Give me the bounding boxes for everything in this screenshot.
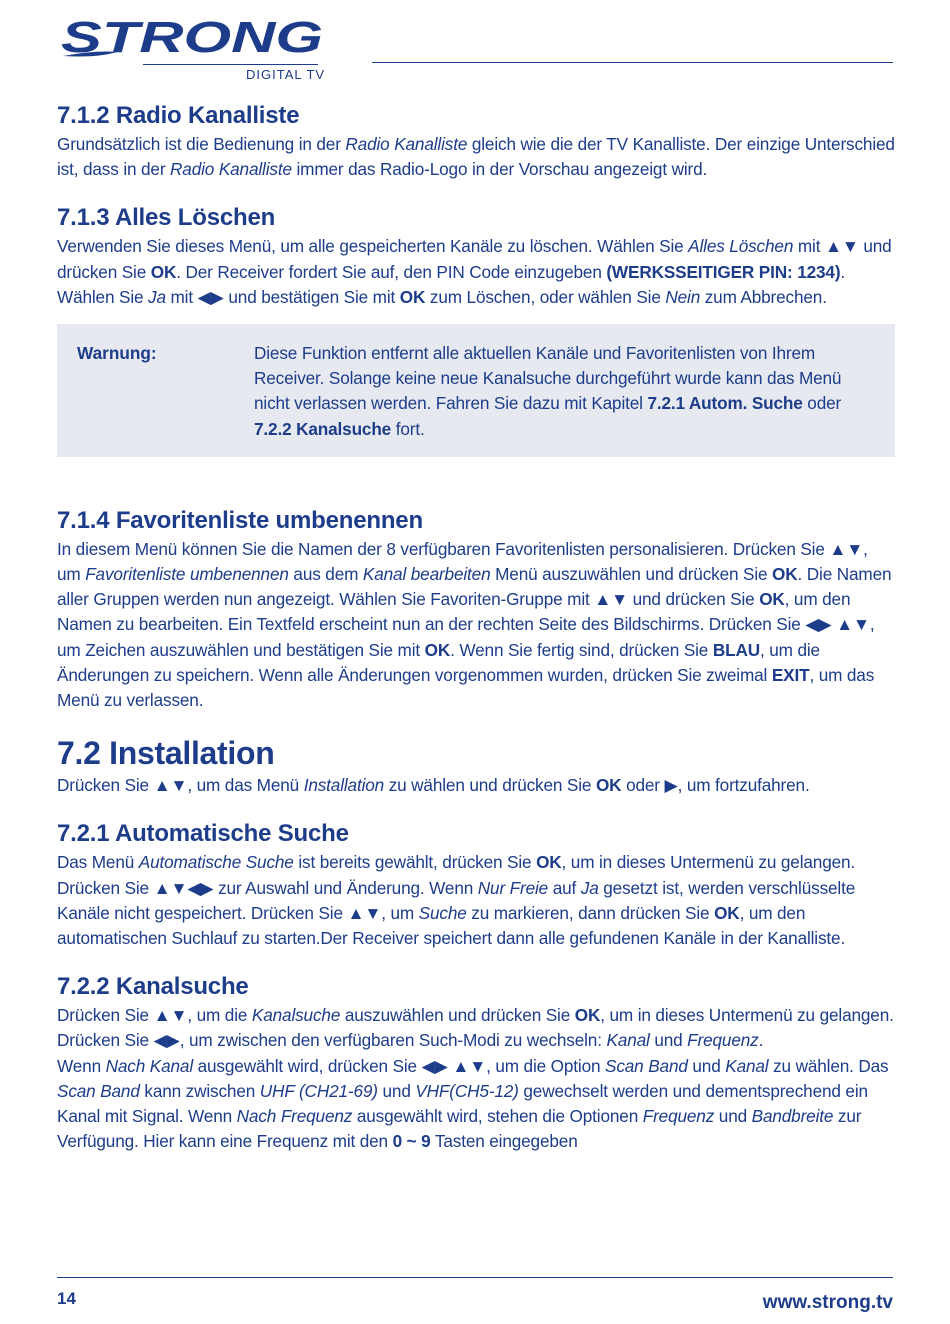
footer-rule [57, 1277, 893, 1278]
section-7-2 [57, 733, 895, 798]
section-7-1-3 [57, 202, 895, 310]
right-arrow-icon: ▶ [664, 775, 678, 796]
section-body: Grundsätzlich ist die Bedienung in der Radio Kanalliste gleich wie die der TV Kanalliste. Der einzige Unterschied ist, dass in der Radio Kanalliste immer das Radio-Logo in der Vorschau angezeigt wird. [57, 134, 895, 180]
leftright-arrow-icon: ◀▶ [197, 286, 224, 307]
section-body: Wenn Nach Kanal ausgewählt wird, drücken Sie ◀▶ ▲▼, um die Option Scan Band und Kanal zu wählen. Das Scan Band kann zwischen UHF (CH21-69) und VHF(CH5-12) gewechselt werden und dementsprechend ein Kanal mit Signal. Wenn Nach Frequenz ausgewählt wird, stehen die Optionen Frequenz und Bandbreite zur Verfügung. Hier kann eine Frequenz mit den 0 ~ 9 Tasten eingegeben [57, 1055, 889, 1152]
section-body: Das Menü Automatische Suche ist bereits gewählt, drücken Sie OK, um in dieses Untermenü zu gelangen. [57, 852, 856, 873]
leftright-arrow-icon: ◀▶ [153, 1030, 180, 1051]
brand-wordmark: STRONG [61, 13, 323, 62]
logo-underline [143, 64, 318, 65]
updown-arrow-icon: ▲▼ [347, 902, 382, 923]
section-heading: 7.1.3 Alles Löschen [57, 204, 276, 232]
section-7-1-2 [57, 100, 895, 182]
direction-arrows-icon: ▲▼◀▶ [153, 877, 214, 898]
section-body: Drücken Sie ▲▼, um das Menü Installation zu wählen und drücken Sie OK oder ▶, um fortzufahren. [57, 775, 810, 796]
updown-arrow-icon: ▲▼ [153, 775, 188, 796]
page-number: 14 [57, 1289, 76, 1308]
logo-tagline: DIGITAL TV [246, 67, 326, 82]
section-heading: 7.2.2 Kanalsuche [57, 973, 249, 1001]
section-7-2-1 [57, 818, 895, 951]
section-body: In diesem Menü können Sie die Namen der 8 verfügbaren Favoritenlisten personalisieren. Drücken Sie ▲▼, um Favoritenliste umbenennen aus dem Kanal bearbeiten Menü auszuwählen und drücken Sie OK. Die Namen aller Gruppen werden nun angezeigt. Wählen Sie Favoriten-Gruppe mit ▲▼ und drücken Sie OK, um den Namen zu bearbeiten. Ein Textfeld erscheint nun an der rechten Seite des Bildschirms. Drücken Sie ◀▶ ▲▼, um Zeichen auszuwählen und bestätigen Sie mit OK. Wenn Sie fertig sind, drücken Sie BLAU, um die Änderungen zu speichern. Wenn alle Änderungen vorgenommen wurden, drücken Sie zweimal EXIT, um das Menü zu verlassen. [57, 538, 892, 711]
updown-arrow-icon: ▲▼ [594, 589, 628, 610]
section-body: Verwenden Sie dieses Menü, um alle gespeicherten Kanäle zu löschen. Wählen Sie Alles Löschen mit ▲▼ und drücken Sie OK. Der Receiver fordert Sie auf, den PIN Code einzugeben (WERKSSEITIGER PIN: 1234). Wählen Sie Ja mit ◀▶ und bestätigen Sie mit OK zum Löschen, oder wählen Sie Nein zum Abbrechen. [57, 236, 892, 307]
section-heading: 7.1.4 Favoritenliste umbenennen [57, 506, 423, 534]
direction-arrows-icon: ◀▶ ▲▼ [805, 614, 870, 635]
warning-text: Diese Funktion entfernt alle aktuellen Kanäle und Favoritenlisten von Ihrem Receiver. Solange keine neue Kanalsuche durchgeführt wurde kann das Menü nicht verlassen werden. Fahren Sie dazu mit Kapitel 7.2.1 Autom. Suche oder 7.2.2 Kanalsuche fort. [254, 343, 842, 439]
section-7-2-2 [57, 971, 895, 1154]
section-body: Drücken Sie ◀▶, um zwischen den verfügbaren Such-Modi zu wechseln: Kanal und Frequenz. [57, 1030, 764, 1051]
warning-box [57, 324, 895, 457]
section-body: Drücken Sie ▲▼◀▶ zur Auswahl und Änderung. Wenn Nur Freie auf Ja gesetzt ist, werden verschlüsselte Kanäle nicht gespeichert. Drücken Sie ▲▼, um Suche zu markieren, dann drücken Sie OK, um den automatischen Suchlauf zu starten.Der Receiver speichert dann alle gefundenen Kanäle in der Kanalliste. [57, 877, 856, 949]
direction-arrows-icon: ◀▶ ▲▼ [421, 1055, 487, 1076]
updown-arrow-icon: ▲▼ [153, 1005, 188, 1026]
updown-arrow-icon: ▲▼ [824, 236, 859, 257]
warning-label: Warnung: [77, 343, 157, 364]
header-rule [372, 62, 893, 63]
website-link[interactable]: www.strong.tv [762, 1292, 893, 1313]
page-content [57, 100, 895, 1154]
section-heading: 7.1.2 Radio Kanalliste [57, 102, 300, 129]
updown-arrow-icon: ▲▼ [829, 538, 864, 559]
section-heading: 7.2.1 Automatische Suche [57, 820, 349, 848]
section-body: Drücken Sie ▲▼, um die Kanalsuche auszuwählen und drücken Sie OK, um in dieses Untermenü zu gelangen. [57, 1005, 894, 1026]
section-7-1-4 [57, 505, 895, 713]
chapter-heading: 7.2 Installation [57, 735, 275, 772]
